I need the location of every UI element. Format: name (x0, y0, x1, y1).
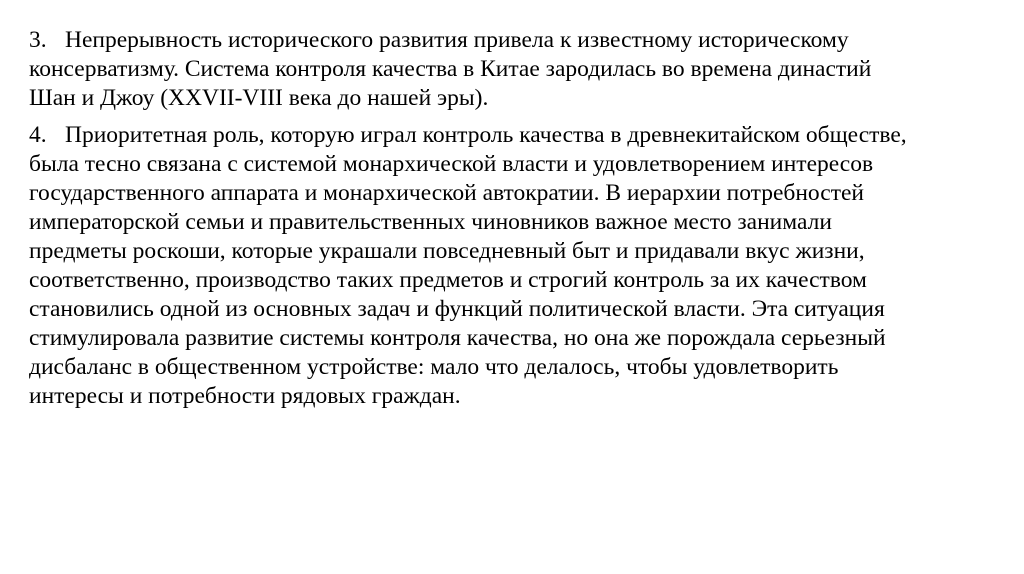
paragraph-text: Приоритетная роль, которую играл контроль качества в древнекитайском обществе, (65, 122, 907, 148)
paragraph-4 (29, 121, 1004, 411)
paragraph-3 (29, 26, 1004, 113)
paragraph-line (29, 26, 1004, 55)
paragraph-line: предметы роскоши, которые украшали повседневный быт и придавали вкус жизни, (29, 238, 865, 264)
paragraph-line: стимулировала развитие системы контроля качества, но она же порождала серьезный (29, 325, 886, 351)
paragraph-line: консерватизму. Система контроля качества в Китае зародилась во времена династий (29, 56, 872, 82)
paragraph-line: Шан и Джоу (XXVII-VIII века до нашей эры). (29, 85, 489, 111)
paragraph-line: интересы и потребности рядовых граждан. (29, 383, 461, 409)
paragraph-line: императорской семьи и правительственных чиновников важное место занимали (29, 209, 832, 235)
slide-text (29, 26, 1004, 419)
paragraph-line (29, 121, 1004, 150)
paragraph-number: 3. (29, 27, 47, 53)
paragraph-line: становились одной из основных задач и функций политической власти. Эта ситуация (29, 296, 885, 322)
paragraph-line: государственного аппарата и монархической автократии. В иерархии потребностей (29, 180, 864, 206)
paragraph-line: была тесно связана с системой монархической власти и удовлетворением интересов (29, 151, 874, 177)
paragraph-line: соответственно, производство таких предметов и строгий контроль за их качеством (29, 267, 867, 293)
paragraph-number: 4. (29, 122, 47, 148)
paragraph-text: Непрерывность исторического развития привела к известному историческому (65, 27, 849, 53)
paragraph-line: дисбаланс в общественном устройстве: мало что делалось, чтобы удовлетворить (29, 354, 839, 380)
